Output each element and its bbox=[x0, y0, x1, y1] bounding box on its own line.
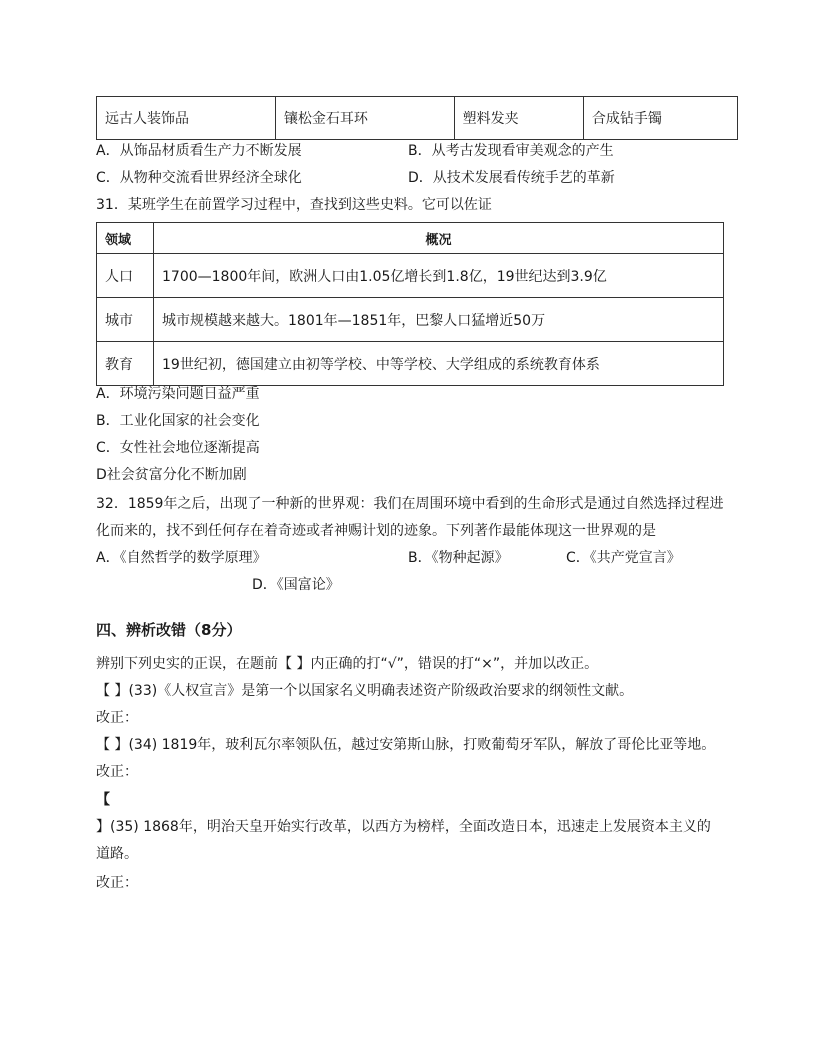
q35-bracket: 【 bbox=[96, 792, 110, 808]
q32-option-d: D．《国富论》 bbox=[252, 577, 340, 593]
q32-option-a: A．《自然哲学的数学原理》 bbox=[96, 550, 267, 566]
q31-option-a: A．环境污染问题日益严重 bbox=[96, 386, 260, 402]
q34: 【 】(34) 1819年，玻利瓦尔率领队伍，越过安第斯山脉，打败葡萄牙军队，解放了哥伦比亚等地。 bbox=[96, 737, 716, 753]
table-cell: 19世纪初，德国建立由初等学校、中等学校、大学组成的系统教育体系 bbox=[154, 342, 724, 386]
table-cell: 城市 bbox=[97, 298, 154, 342]
table-cell: 人口 bbox=[97, 254, 154, 298]
q35-correction: 改正： bbox=[96, 875, 138, 891]
section-instruction: 辨别下列史实的正误，在题前【 】内正确的打“√”，错误的打“×”，并加以改正。 bbox=[96, 656, 599, 672]
table-cell: 城市规模越来越大。1801年—1851年，巴黎人口猛增近50万 bbox=[154, 298, 724, 342]
q34-correction: 改正： bbox=[96, 764, 138, 780]
table-header: 概况 bbox=[154, 223, 724, 254]
table-row bbox=[97, 298, 724, 342]
table-cell: 塑料发夹 bbox=[454, 97, 583, 140]
q31-option-b: B．工业化国家的社会变化 bbox=[96, 413, 260, 429]
q32-stem-line1: 32．1859年之后，出现了一种新的世界观：我们在周围环境中看到的生命形式是通过自然选择过程进 bbox=[96, 496, 724, 512]
q33: 【 】(33)《人权宣言》是第一个以国家名义明确表述资产阶级政治要求的纲领性文献。 bbox=[96, 683, 634, 699]
q31-stem: 31．某班学生在前置学习过程中，查找到这些史料。它可以佐证 bbox=[96, 197, 492, 213]
q32-stem-line2: 化而来的，找不到任何存在着奇迹或者神赐计划的迹象。下列著作最能体现这一世界观的是 bbox=[96, 523, 656, 539]
table-cell: 镶松金石耳环 bbox=[275, 97, 454, 140]
table-header: 领域 bbox=[97, 223, 154, 254]
table-cell: 远古人装饰品 bbox=[97, 97, 276, 140]
q30-option-a: A．从饰品材质看生产力不断发展 bbox=[96, 143, 302, 159]
q31-option-c: C．女性社会地位逐渐提高 bbox=[96, 440, 260, 456]
table-row bbox=[97, 342, 724, 386]
q31-option-d: D社会贫富分化不断加剧 bbox=[96, 467, 247, 483]
table-cell: 1700—1800年间，欧洲人口由1.05亿增长到1.8亿，19世纪达到3.9亿 bbox=[154, 254, 724, 298]
q35-line1: 】(35) 1868年，明治天皇开始实行改革，以西方为榜样，全面改造日本，迅速走上发展资本主义的 bbox=[96, 819, 711, 835]
section-title: 四、辨析改错（8分） bbox=[96, 621, 242, 639]
table-cell: 教育 bbox=[97, 342, 154, 386]
q35-line2: 道路。 bbox=[96, 846, 138, 862]
q30-option-d: D．从技术发展看传统手艺的革新 bbox=[408, 170, 615, 186]
q32-option-b: B．《物种起源》 bbox=[408, 550, 509, 566]
q32-option-c: C．《共产党宣言》 bbox=[566, 550, 681, 566]
table-row bbox=[97, 254, 724, 298]
table-cell: 合成钻手镯 bbox=[583, 97, 737, 140]
q30-option-c: C．从物种交流看世界经济全球化 bbox=[96, 170, 302, 186]
q30-option-b: B．从考古发现看审美观念的产生 bbox=[408, 143, 614, 159]
artifact-table bbox=[96, 96, 738, 140]
q33-correction: 改正： bbox=[96, 710, 138, 726]
history-data-table bbox=[96, 222, 724, 386]
